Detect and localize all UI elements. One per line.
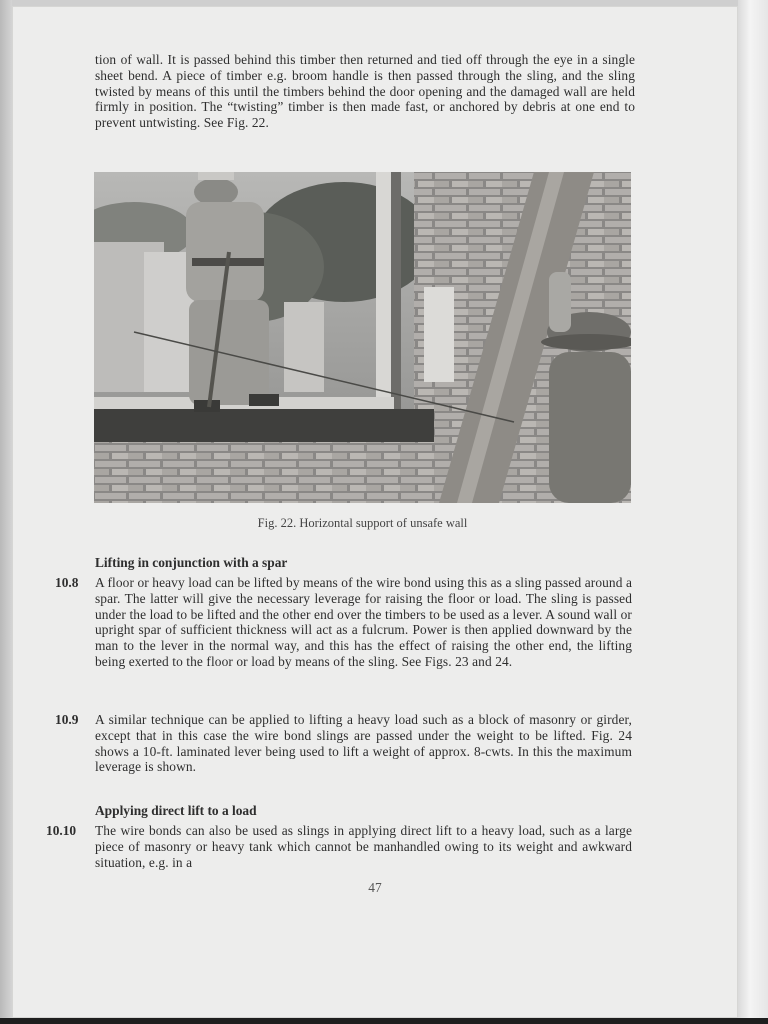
book-edge bbox=[738, 0, 768, 1024]
paragraph-10-9: A similar technique can be applied to lifting a heavy load such as a block of masonry or girder, except that in this case the wire bond slings are passed under the weight to be lifted. Fig. 24 shows a 10-ft. laminated lever being used to lift a weight of approx. 8-cwts. In this the maximum leverage is shown. bbox=[95, 712, 632, 775]
photo-illustration bbox=[94, 172, 631, 503]
paragraph-number: 10.9 bbox=[55, 712, 79, 727]
section-heading-direct-lift: Applying direct lift to a load bbox=[95, 803, 257, 818]
page-bottom-edge bbox=[0, 1018, 768, 1024]
paragraph-10-10: The wire bonds can also be used as slings in applying direct lift to a heavy load, such as a large piece of masonry or heavy tank which cannot be manhandled owing to its weight and awkward situation, e.g. in a bbox=[95, 823, 632, 870]
paragraph-number: 10.10 bbox=[46, 823, 77, 838]
figure-22-photo bbox=[94, 172, 631, 503]
intro-paragraph: tion of wall. It is passed behind this timber then returned and tied off through the eye in a single sheet bend. A piece of timber e.g. broom handle is then passed through the sling, and the sling twisted by means of this until the timbers behind the door opening and the damaged wall are held firmly in position. The “twisting” timber is then made fast, or anchored by debris at one end to prevent untwisting. See Fig. 22. bbox=[95, 52, 635, 131]
page-number: 47 bbox=[368, 880, 382, 895]
paragraph-number: 10.8 bbox=[55, 575, 79, 590]
book-page bbox=[12, 6, 738, 1018]
paragraph-10-8: A floor or heavy load can be lifted by means of the wire bond using this as a sling passed around a spar. The latter will give the necessary leverage for raising the floor or load. The sling is passed under the load to be lifted and the other end over the timbers to be used as a lever. A sound wall or upright spar of sufficient thickness will act as a fulcrum. Power is then applied downward by the man to the lever in the normal way, and this has the effect of raising the other end, the lifting being exerted to the floor or load by means of the sling. See Figs. 23 and 24. bbox=[95, 575, 632, 669]
figure-caption: Fig. 22. Horizontal support of unsafe wall bbox=[257, 516, 468, 530]
page-left-shadow bbox=[0, 0, 12, 1024]
section-heading-lifting-spar: Lifting in conjunction with a spar bbox=[95, 555, 288, 570]
